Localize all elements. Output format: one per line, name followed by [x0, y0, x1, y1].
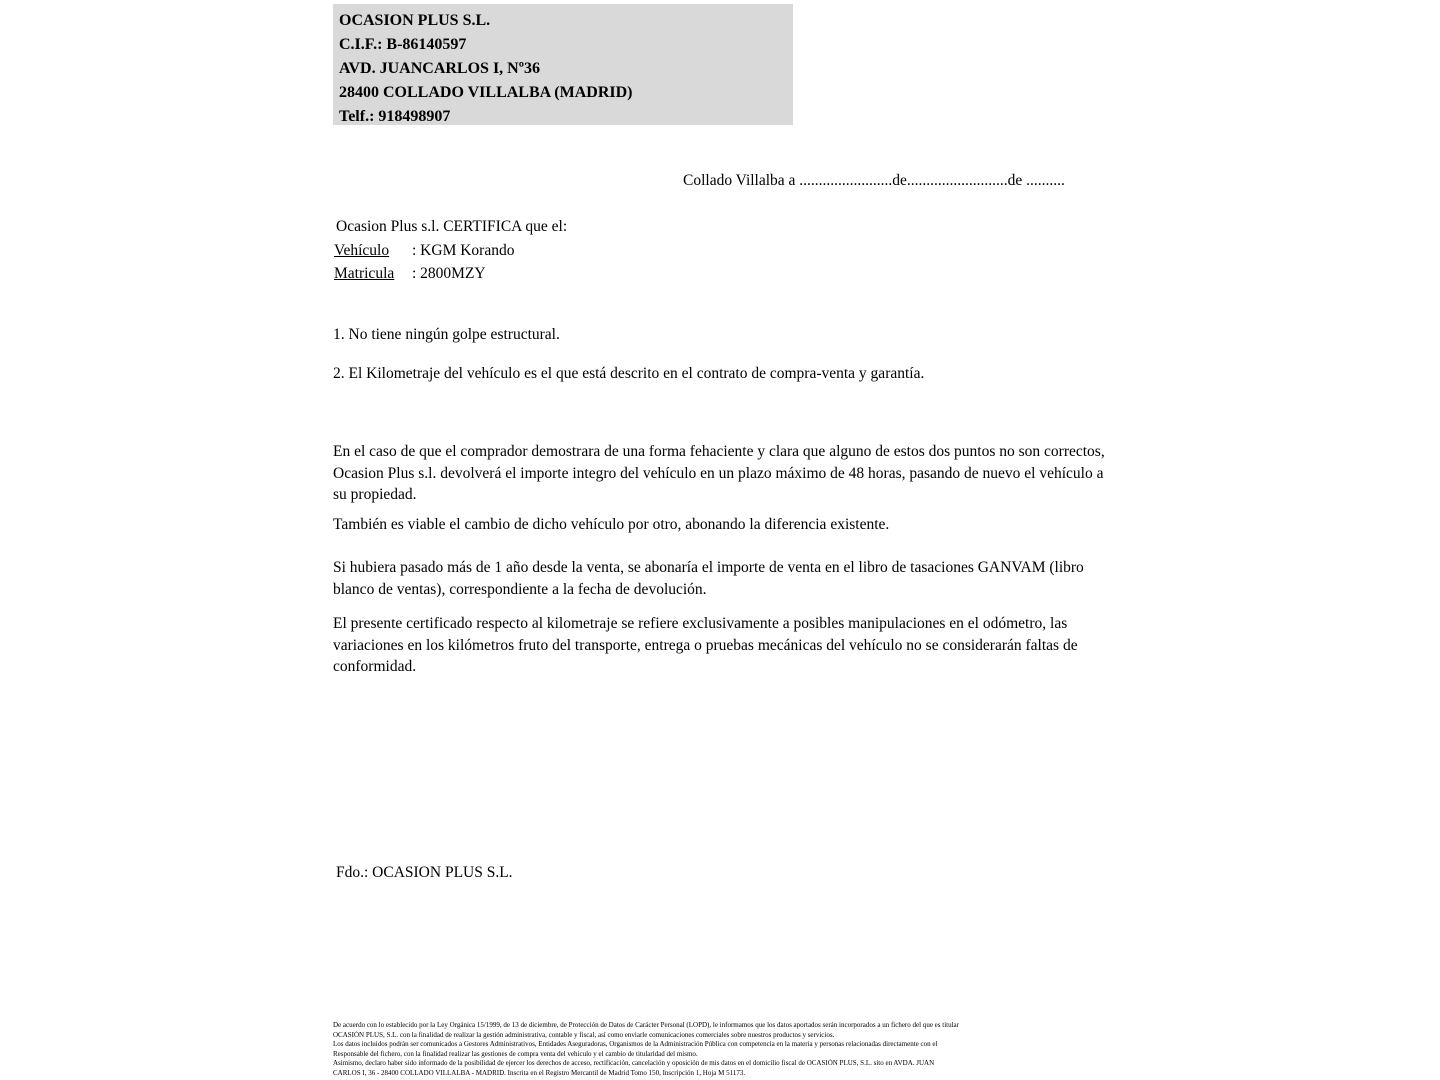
plate-field — [334, 265, 486, 283]
company-address: AVD. JUANCARLOS I, Nº36 — [339, 60, 541, 77]
company-cif: C.I.F.: B-86140597 — [339, 36, 467, 53]
legal-line: Asimismo, declaro haber sido informado de la posibilidad de ejercer los derechos de acceso, rectificación, cancelación y oposición de mis datos en el domicilio fiscal de OCASIÓN PLUS, S.L. sito en AVDA. JUAN — [333, 1059, 935, 1067]
paragraph-odometer: El presente certificado respecto al kilometraje se refiere exclusivamente a posibles manipulaciones en el odómetro, las variaciones en los kilómetros fruto del transporte, entrega o pruebas mecánicas del vehículo no se considerarán faltas de conformidad. — [333, 615, 1078, 675]
company-city: 28400 COLLADO VILLALBA (MADRID) — [339, 84, 633, 101]
date-line: Collado Villalba a ........................de..........................de .......... — [683, 172, 1065, 189]
company-header-block — [333, 4, 793, 125]
point-1: 1. No tiene ningún golpe estructural. — [333, 326, 560, 343]
paragraph-refund: En el caso de que el comprador demostrara de una forma fehaciente y clara que alguno de estos dos puntos no son correctos, Ocasion Plus s.l. devolverá el importe integro del vehículo en un plazo máximo de 48 horas, pasando de nuevo el vehículo a su propiedad. — [333, 443, 1105, 503]
vehicle-label: Vehículo — [334, 242, 390, 259]
paragraph-ganvam: Si hubiera pasado más de 1 año desde la venta, se abonaría el importe de venta en el libro de tasaciones GANVAM (libro blanco de ventas), correspondiente a la fecha de devolución. — [333, 559, 1084, 598]
vehicle-value: : KGM Korando — [412, 242, 515, 259]
company-phone: Telf.: 918498907 — [339, 108, 451, 125]
paragraph-exchange: También es viable el cambio de dicho vehículo por otro, abonando la diferencia existente. — [333, 516, 890, 533]
legal-line: CARLOS I, 36 - 28400 COLLADO VILLALBA - MADRID. Inscrita en el Registro Mercantil de Madrid Tomo 150, Inscripción 1, Hoja M 51173. — [333, 1068, 746, 1077]
plate-value: : 2800MZY — [412, 265, 486, 282]
point-2: 2. El Kilometraje del vehículo es el que está descrito en el contrato de compra-venta y garantía. — [333, 365, 925, 382]
company-name: OCASION PLUS S.L. — [339, 12, 491, 29]
legal-line: Responsable del fichero, con la finalidad realizar las gestiones de compra venta del vehículo y el cambio de titularidad del mismo. — [333, 1049, 698, 1058]
legal-line: Los datos incluidos podrán ser comunicados a Gestores Administrativos, Entidades Aseguradoras, Organismos de la Administración Pública con competencia en la materia y personas relacionadas directamente con el — [333, 1040, 938, 1048]
signature-line: Fdo.: OCASION PLUS S.L. — [336, 864, 513, 881]
certification-intro: Ocasion Plus s.l. CERTIFICA que el: — [336, 218, 568, 235]
legal-line: OCASIÓN PLUS, S.L. con la finalidad de realizar la gestión administrativa, contable y fiscal, así como enviarle comunicaciones comerciales sobre nuestros productos y servicios. — [333, 1030, 835, 1039]
plate-label: Matricula — [334, 265, 395, 282]
legal-fine-print — [333, 1021, 1123, 1078]
legal-line: De acuerdo con lo establecido por la Ley Orgánica 15/1999, de 13 de diciembre, de Protección de Datos de Carácter Personal (LOPD), le informamos que los datos aportados serán incorporados a un fichero del que es titular — [333, 1021, 959, 1029]
vehicle-field — [334, 242, 514, 260]
